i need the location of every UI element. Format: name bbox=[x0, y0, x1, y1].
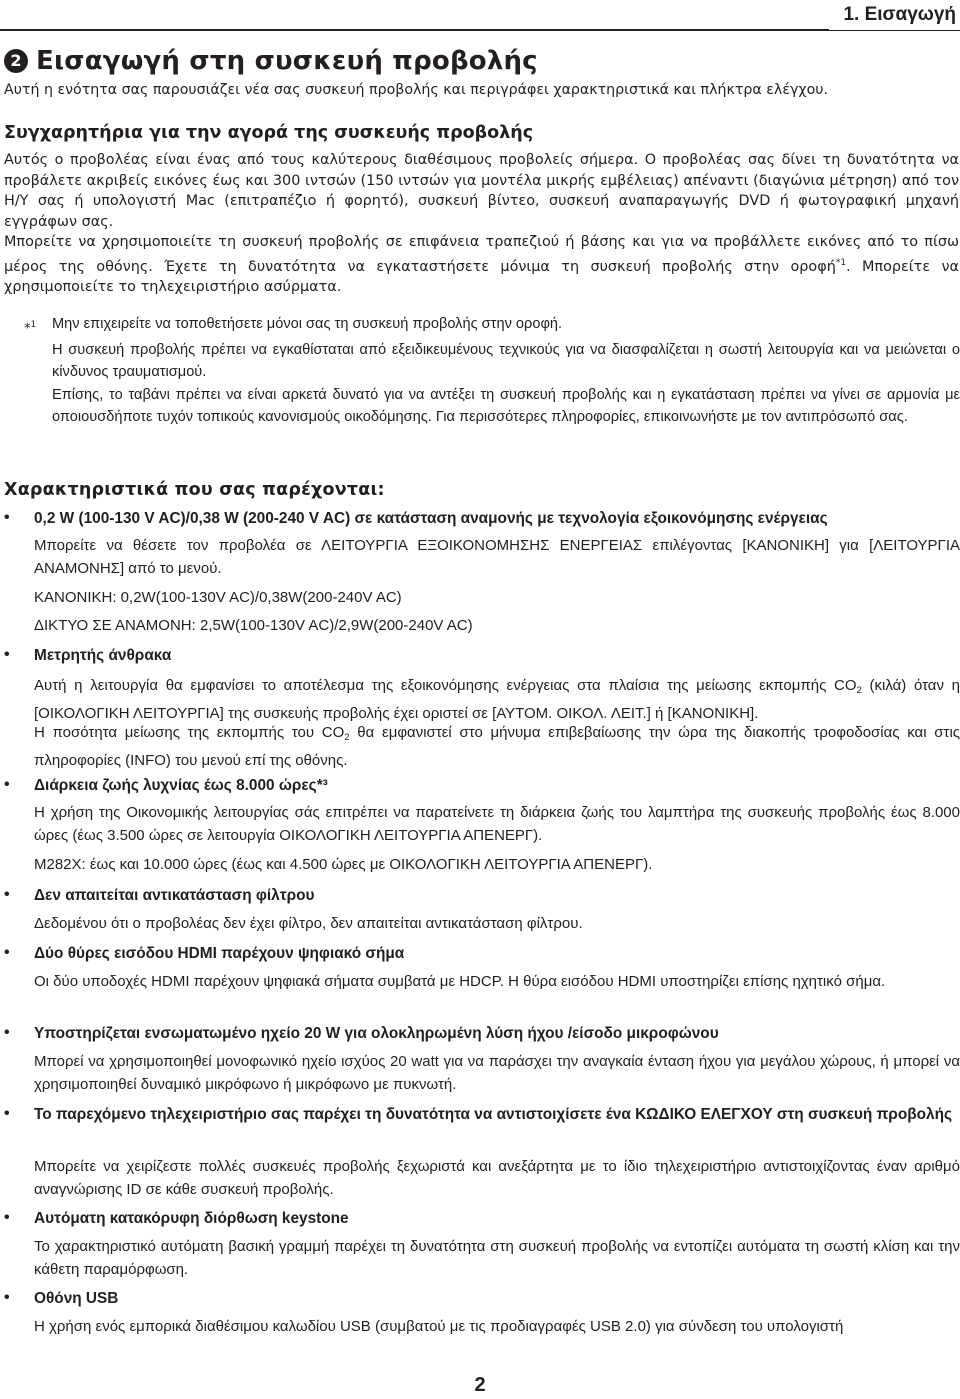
feature-text: Οι δύο υποδοχές HDMI παρέχουν ψηφιακά σήματα συμβατά με HDCP. Η θύρα εισόδου HDMI υποστηρίζει επίσης ηχητικό σήμα. bbox=[34, 973, 886, 990]
bullet: • bbox=[4, 509, 10, 526]
feature-text: Το χαρακτηριστικό αυτόματη βασική γραμμή παρέχει τη δυνατότητα στη συσκευή προβολής να εντοπίζει αυτόματα τη σωστή κλίση και την κάθετη παραμόρφωση. bbox=[34, 1238, 960, 1278]
bullet: • bbox=[4, 646, 10, 663]
feature-text: Δεδομένου ότι ο προβολέας δεν έχει φίλτρο, δεν απαιτείται αντικατάσταση φίλτρου. bbox=[34, 915, 583, 932]
bullet: • bbox=[4, 944, 10, 961]
subscript: 2 bbox=[856, 685, 862, 696]
feature-title: Δεν απαιτείται αντικατάσταση φίλτρου bbox=[34, 887, 315, 904]
footnote-asterisk: * bbox=[24, 321, 31, 337]
bullet: • bbox=[4, 1209, 10, 1226]
feature-title: Υποστηρίζεται ενσωματωμένο ηχείο 20 W για ολοκληρωμένη λύση ήχου /είσοδο μικροφώνου bbox=[34, 1025, 719, 1042]
chapter-title: 1. Εισαγωγή bbox=[829, 0, 960, 30]
feature-title: Δύο θύρες εισόδου HDMI παρέχουν ψηφιακό σήμα bbox=[34, 945, 405, 962]
header-rule bbox=[0, 29, 960, 31]
feature-text: Μπορεί να χρησιμοποιηθεί μονοφωνικό ηχείο ισχύος 20 watt για να παράσχει την αναγκαία ένταση ήχου για μεγάλου χώρους, ή μπορεί να χρησιμοποιηθεί δυναμικό μικρόφωνο ή μικρόφωνο με πυκνωτή. bbox=[34, 1053, 960, 1093]
feature-text: Η χρήση της Οικονομικής λειτουργίας σάς επιτρέπει να παρατείνετε τη διάρκεια ζωής του λαμπτήρα της συσκευής προβολής έως 8.000 ώρες (έως 3.500 ώρες σε λειτουργία ΟΙΚΟΛΟΓΙΚΗ ΛΕΙΤΟΥΡΓΙΑ ΑΠΕΝΕΡΓ). bbox=[34, 804, 960, 844]
footnote-line-2: Η συσκευή προβολής πρέπει να εγκαθίσταται από εξειδικευμένους τεχνικούς για να διασφαλίζεται η σωστή λειτουργία και να μειώνεται ο κίνδυνος τραυματισμού. bbox=[52, 342, 960, 380]
congrats-paragraph-2-text-b: . Μπορείτε να χρησιμοποιείτε το τηλεχειριστήριο ασύρματα. bbox=[4, 258, 959, 295]
feature-text: Μπορείτε να χειρίζεστε πολλές συσκευές προβολής ξεχωριστά και ανεξάρτητα με το ίδιο τηλεχειριστήριο αντιστοιχίζοντας έναν αριθμό αναγνώρισης ID σε κάθε συσκευή προβολής. bbox=[34, 1158, 960, 1198]
feature-text: ΔΙΚΤΥΟ ΣΕ ΑΝΑΜΟΝΗ: 2,5W(100-130V AC)/2,9W(200-240V AC) bbox=[34, 617, 473, 634]
footnote-line-3: Επίσης, το ταβάνι πρέπει να είναι αρκετά δυνατό για να αντέξει τη συσκευή προβολής και η εγκατάσταση πρέπει να γίνει σε αρμονία με οποιουσδήποτε τυχόν τοπικούς κανονισμούς οικοδόμησης. Για περισσότερες πληροφορίες, επικοινωνήστε με τον αντιπρόσωπό σας. bbox=[52, 387, 960, 425]
subscript: 2 bbox=[344, 732, 350, 743]
footnote-marker bbox=[24, 316, 36, 338]
feature-text-part: Αυτή η λειτουργία θα εμφανίσει το αποτέλεσμα της εξοικονόμησης ενέργειας στα πλαίσια της μείωσης εκπομπής CO bbox=[34, 677, 857, 694]
feature-text: M282X: έως και 10.000 ώρες (έως και 4.500 ώρες με ΟΙΚΟΛΟΓΙΚΗ ΛΕΙΤΟΥΡΓΙΑ ΑΠΕΝΕΡΓ). bbox=[34, 856, 653, 873]
congrats-heading: Συγχαρητήρια για την αγορά της συσκευής προβολής bbox=[4, 123, 534, 143]
congrats-paragraph-2 bbox=[4, 232, 959, 298]
feature-title: Διάρκεια ζωής λυχνίας έως 8.000 ώρες*³ bbox=[34, 777, 328, 794]
bullet: • bbox=[4, 1024, 10, 1041]
feature-text: Μπορείτε να θέσετε τον προβολέα σε ΛΕΙΤΟΥΡΓΙΑ ΕΞΟΙΚΟΝΟΜΗΣΗΣ ΕΝΕΡΓΕΙΑΣ επιλέγοντας [ΚΑΝΟΝΙΚΗ] για [ΛΕΙΤΟΥΡΓΙΑ ΑΝΑΜΟΝΗΣ] από το μενού. bbox=[34, 537, 960, 577]
congrats-paragraph-2-text-a: Μπορείτε να χρησιμοποιείτε τη συσκευή προβολής σε επιφάνεια τραπεζιού ή βάσης και για να προβάλλετε εικόνες από το πίσω μέρος της οθόνης. Έχετε τη δυνατότητα να εγκαταστήσετε μόνιμα τη συσκευή προβολής στην οροφή bbox=[4, 234, 959, 275]
feature-text-part: Η ποσότητα μείωσης της εκπομπής του CO bbox=[34, 724, 345, 741]
feature-title: 0,2 W (100-130 V AC)/0,38 W (200-240 V AC) σε κατάσταση αναμονής με τεχνολογία εξοικονόμησης ενέργειας bbox=[34, 510, 828, 527]
bullet: • bbox=[4, 1289, 10, 1306]
feature-text bbox=[34, 722, 960, 772]
bullet: • bbox=[4, 1105, 10, 1122]
features-heading: Χαρακτηριστικά που σας παρέχονται: bbox=[4, 480, 385, 500]
bullet: • bbox=[4, 776, 10, 793]
page-number: 2 bbox=[474, 1374, 486, 1396]
feature-title: Αυτόματη κατακόρυφη διόρθωση keystone bbox=[34, 1210, 349, 1227]
feature-title: Το παρεχόμενο τηλεχειριστήριο σας παρέχει τη δυνατότητα να αντιστοιχίσετε ένα ΚΩΔΙΚΟ ΕΛΕΓΧΟΥ στη συσκευή προβολής bbox=[34, 1106, 952, 1123]
footnote-reference: *1 bbox=[835, 257, 847, 268]
footnote-number: 1 bbox=[30, 320, 37, 330]
bullet: • bbox=[4, 886, 10, 903]
feature-text: ΚΑΝΟΝΙΚΗ: 0,2W(100-130V AC)/0,38W(200-240V AC) bbox=[34, 589, 402, 606]
feature-text-part: θα εμφανιστεί στο μήνυμα επιβεβαίωσης την ώρα της διακοπής τροφοδοσίας και στις πληροφορίες (INFO) του μενού επί της οθόνης. bbox=[34, 724, 960, 769]
section-title-text: Εισαγωγή στη συσκευή προβολής bbox=[36, 46, 538, 76]
section-number-badge: 2 bbox=[4, 49, 28, 73]
footnote-line-1: Μην επιχειρείτε να τοποθετήσετε μόνοι σας τη συσκευή προβολής στην οροφή. bbox=[52, 316, 563, 332]
feature-title: Μετρητής άνθρακα bbox=[34, 647, 172, 664]
congrats-paragraph-1: Αυτός ο προβολέας είναι ένας από τους καλύτερους διαθέσιμους προβολείς σήμερα. Ο προβολέας σας δίνει τη δυνατότητα να προβάλετε ακριβείς εικόνες έως και 300 ιντσών (150 ιντσών για μοντέλα μικρής εμβέλειας) απέναντι (διαγώνια μέτρηση) από τον Η/Υ σας ή υπολογιστή Mac (επιτραπέζιο ή φορητό), συσκευή βίντεο, συσκευή αναπαραγωγής DVD ή φωτογραφική μηχανή εγγράφων σας. bbox=[4, 152, 959, 230]
section-title bbox=[4, 44, 538, 78]
feature-title: Οθόνη USB bbox=[34, 1290, 119, 1307]
section-intro: Αυτή η ενότητα σας παρουσιάζει νέα σας συσκευή προβολής και περιγράφει χαρακτηριστικά και πλήκτρα ελέγχου. bbox=[4, 82, 828, 98]
feature-text bbox=[34, 675, 960, 725]
feature-text-part: (κιλά) όταν η [ΟΙΚΟΛΟΓΙΚΗ ΛΕΙΤΟΥΡΓΙΑ] της συσκευής προβολής έχει οριστεί σε [ΑΥΤΟΜ. ΟΙΚΟΛ. ΛΕΙΤ.] ή [ΚΑΝΟΝΙΚΗ]. bbox=[34, 677, 960, 722]
feature-text: Η χρήση ενός εμπορικά διαθέσιμου καλωδίου USB (συμβατού με τις προδιαγραφές USB 2.0) για σύνδεση του υπολογιστή bbox=[34, 1318, 844, 1335]
